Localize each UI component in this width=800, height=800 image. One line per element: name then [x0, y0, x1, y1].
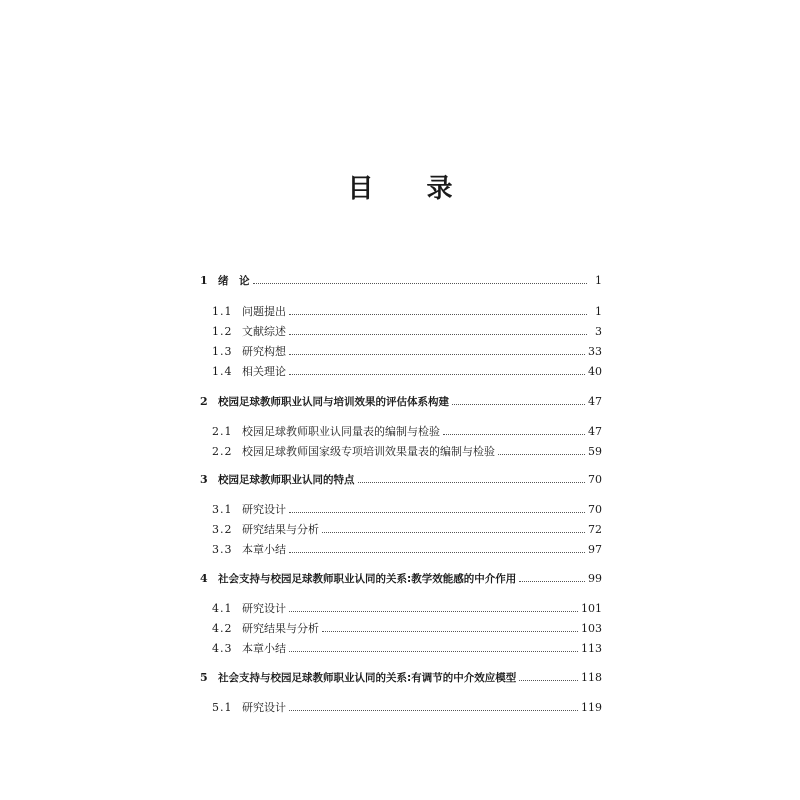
dot-leader [289, 552, 585, 553]
toc-entry-number: 5 [200, 671, 208, 684]
dot-leader [289, 374, 585, 375]
toc-entry-title: 校园足球教师职业认同与培训效果的评估体系构建 [218, 396, 449, 408]
toc-entry-number: 4 [200, 572, 208, 585]
toc-entry-number: 1.3 [212, 345, 233, 358]
toc-entry-title: 相关理论 [242, 365, 286, 378]
toc-entry-page: 47 [588, 425, 602, 438]
page-title: 目 录 [347, 174, 475, 204]
toc-entry-number: 2.1 [212, 425, 233, 438]
dot-leader [289, 611, 578, 612]
toc-entry-page: 70 [588, 473, 602, 486]
dot-leader [519, 680, 578, 681]
toc-entry-number: 5.1 [212, 701, 233, 714]
toc-entry-title: 绪 论 [218, 275, 250, 287]
toc-entry-title: 社会支持与校园足球教师职业认同的关系:教学效能感的中介作用 [218, 573, 517, 585]
toc-entry-title: 研究构想 [242, 345, 286, 358]
toc-section-entry [212, 502, 602, 518]
toc-entry-number: 1 [200, 274, 208, 287]
toc-entry-title: 本章小结 [242, 543, 286, 556]
toc-section-entry [212, 344, 602, 360]
toc-entry-title: 研究结果与分析 [242, 523, 319, 536]
toc-section-entry [212, 522, 602, 538]
toc-chapter-entry [200, 571, 602, 587]
toc-entry-title: 本章小结 [242, 642, 286, 655]
dot-leader [443, 434, 585, 435]
toc-chapter-entry [200, 273, 602, 289]
dot-leader [358, 482, 586, 483]
toc-section-entry [212, 641, 602, 657]
toc-entry-title: 校园足球教师职业认同的特点 [218, 474, 355, 486]
toc-entry-number: 1.2 [212, 325, 233, 338]
toc-entry-title: 校园足球教师职业认同量表的编制与检验 [242, 425, 440, 438]
toc-section-entry [212, 444, 602, 460]
toc-entry-number: 4.1 [212, 602, 233, 615]
toc-entry-page: 3 [595, 325, 602, 338]
toc-entry-number: 1.1 [212, 305, 233, 318]
toc-section-entry [212, 601, 602, 617]
toc-chapter-entry [200, 670, 602, 686]
toc-entry-title: 研究设计 [242, 602, 286, 615]
toc-entry-number: 2.2 [212, 445, 233, 458]
dot-leader [289, 651, 578, 652]
toc-entry-page: 103 [581, 622, 602, 635]
toc-section-entry [212, 364, 602, 380]
toc-entry-page: 47 [588, 395, 602, 408]
dot-leader [519, 581, 585, 582]
toc-entry-page: 1 [595, 305, 602, 318]
toc-entry-number: 3 [200, 473, 208, 486]
toc-entry-title: 问题提出 [242, 305, 286, 318]
toc-entry-number: 3.3 [212, 543, 233, 556]
toc-section-entry [212, 324, 602, 340]
dot-leader [452, 404, 585, 405]
dot-leader [498, 454, 585, 455]
toc-entry-title: 文献综述 [242, 325, 286, 338]
toc-entry-page: 119 [581, 701, 602, 714]
toc-entry-page: 40 [588, 365, 602, 378]
toc-entry-number: 4.2 [212, 622, 233, 635]
dot-leader [289, 354, 585, 355]
toc-entry-title: 校园足球教师国家级专项培训效果量表的编制与检验 [242, 445, 495, 458]
dot-leader [289, 710, 578, 711]
dot-leader [322, 631, 578, 632]
toc-entry-title: 社会支持与校园足球教师职业认同的关系:有调节的中介效应模型 [218, 672, 517, 684]
toc-entry-page: 1 [595, 274, 602, 287]
toc-entry-page: 33 [588, 345, 602, 358]
toc-entry-number: 3.1 [212, 503, 233, 516]
dot-leader [289, 314, 587, 315]
toc-entry-number: 4.3 [212, 642, 233, 655]
toc-chapter-entry [200, 394, 602, 410]
toc-section-entry [212, 621, 602, 637]
toc-section-entry [212, 304, 602, 320]
dot-leader [322, 532, 585, 533]
toc-entry-number: 2 [200, 395, 208, 408]
toc-chapter-entry [200, 472, 602, 488]
toc-entry-page: 101 [581, 602, 602, 615]
toc-entry-title: 研究设计 [242, 701, 286, 714]
toc-entry-number: 1.4 [212, 365, 233, 378]
toc-section-entry [212, 542, 602, 558]
toc-entry-page: 59 [588, 445, 602, 458]
toc-section-entry [212, 424, 602, 440]
toc-entry-number: 3.2 [212, 523, 233, 536]
toc-entry-title: 研究设计 [242, 503, 286, 516]
toc-entry-page: 72 [588, 523, 602, 536]
toc-entry-page: 118 [581, 671, 602, 684]
toc-entry-page: 99 [588, 572, 602, 585]
toc-entry-page: 70 [588, 503, 602, 516]
dot-leader [289, 512, 585, 513]
dot-leader [253, 283, 588, 284]
toc-entry-page: 113 [581, 642, 602, 655]
dot-leader [289, 334, 587, 335]
toc-entry-title: 研究结果与分析 [242, 622, 319, 635]
toc-entry-page: 97 [588, 543, 602, 556]
toc-section-entry [212, 700, 602, 716]
